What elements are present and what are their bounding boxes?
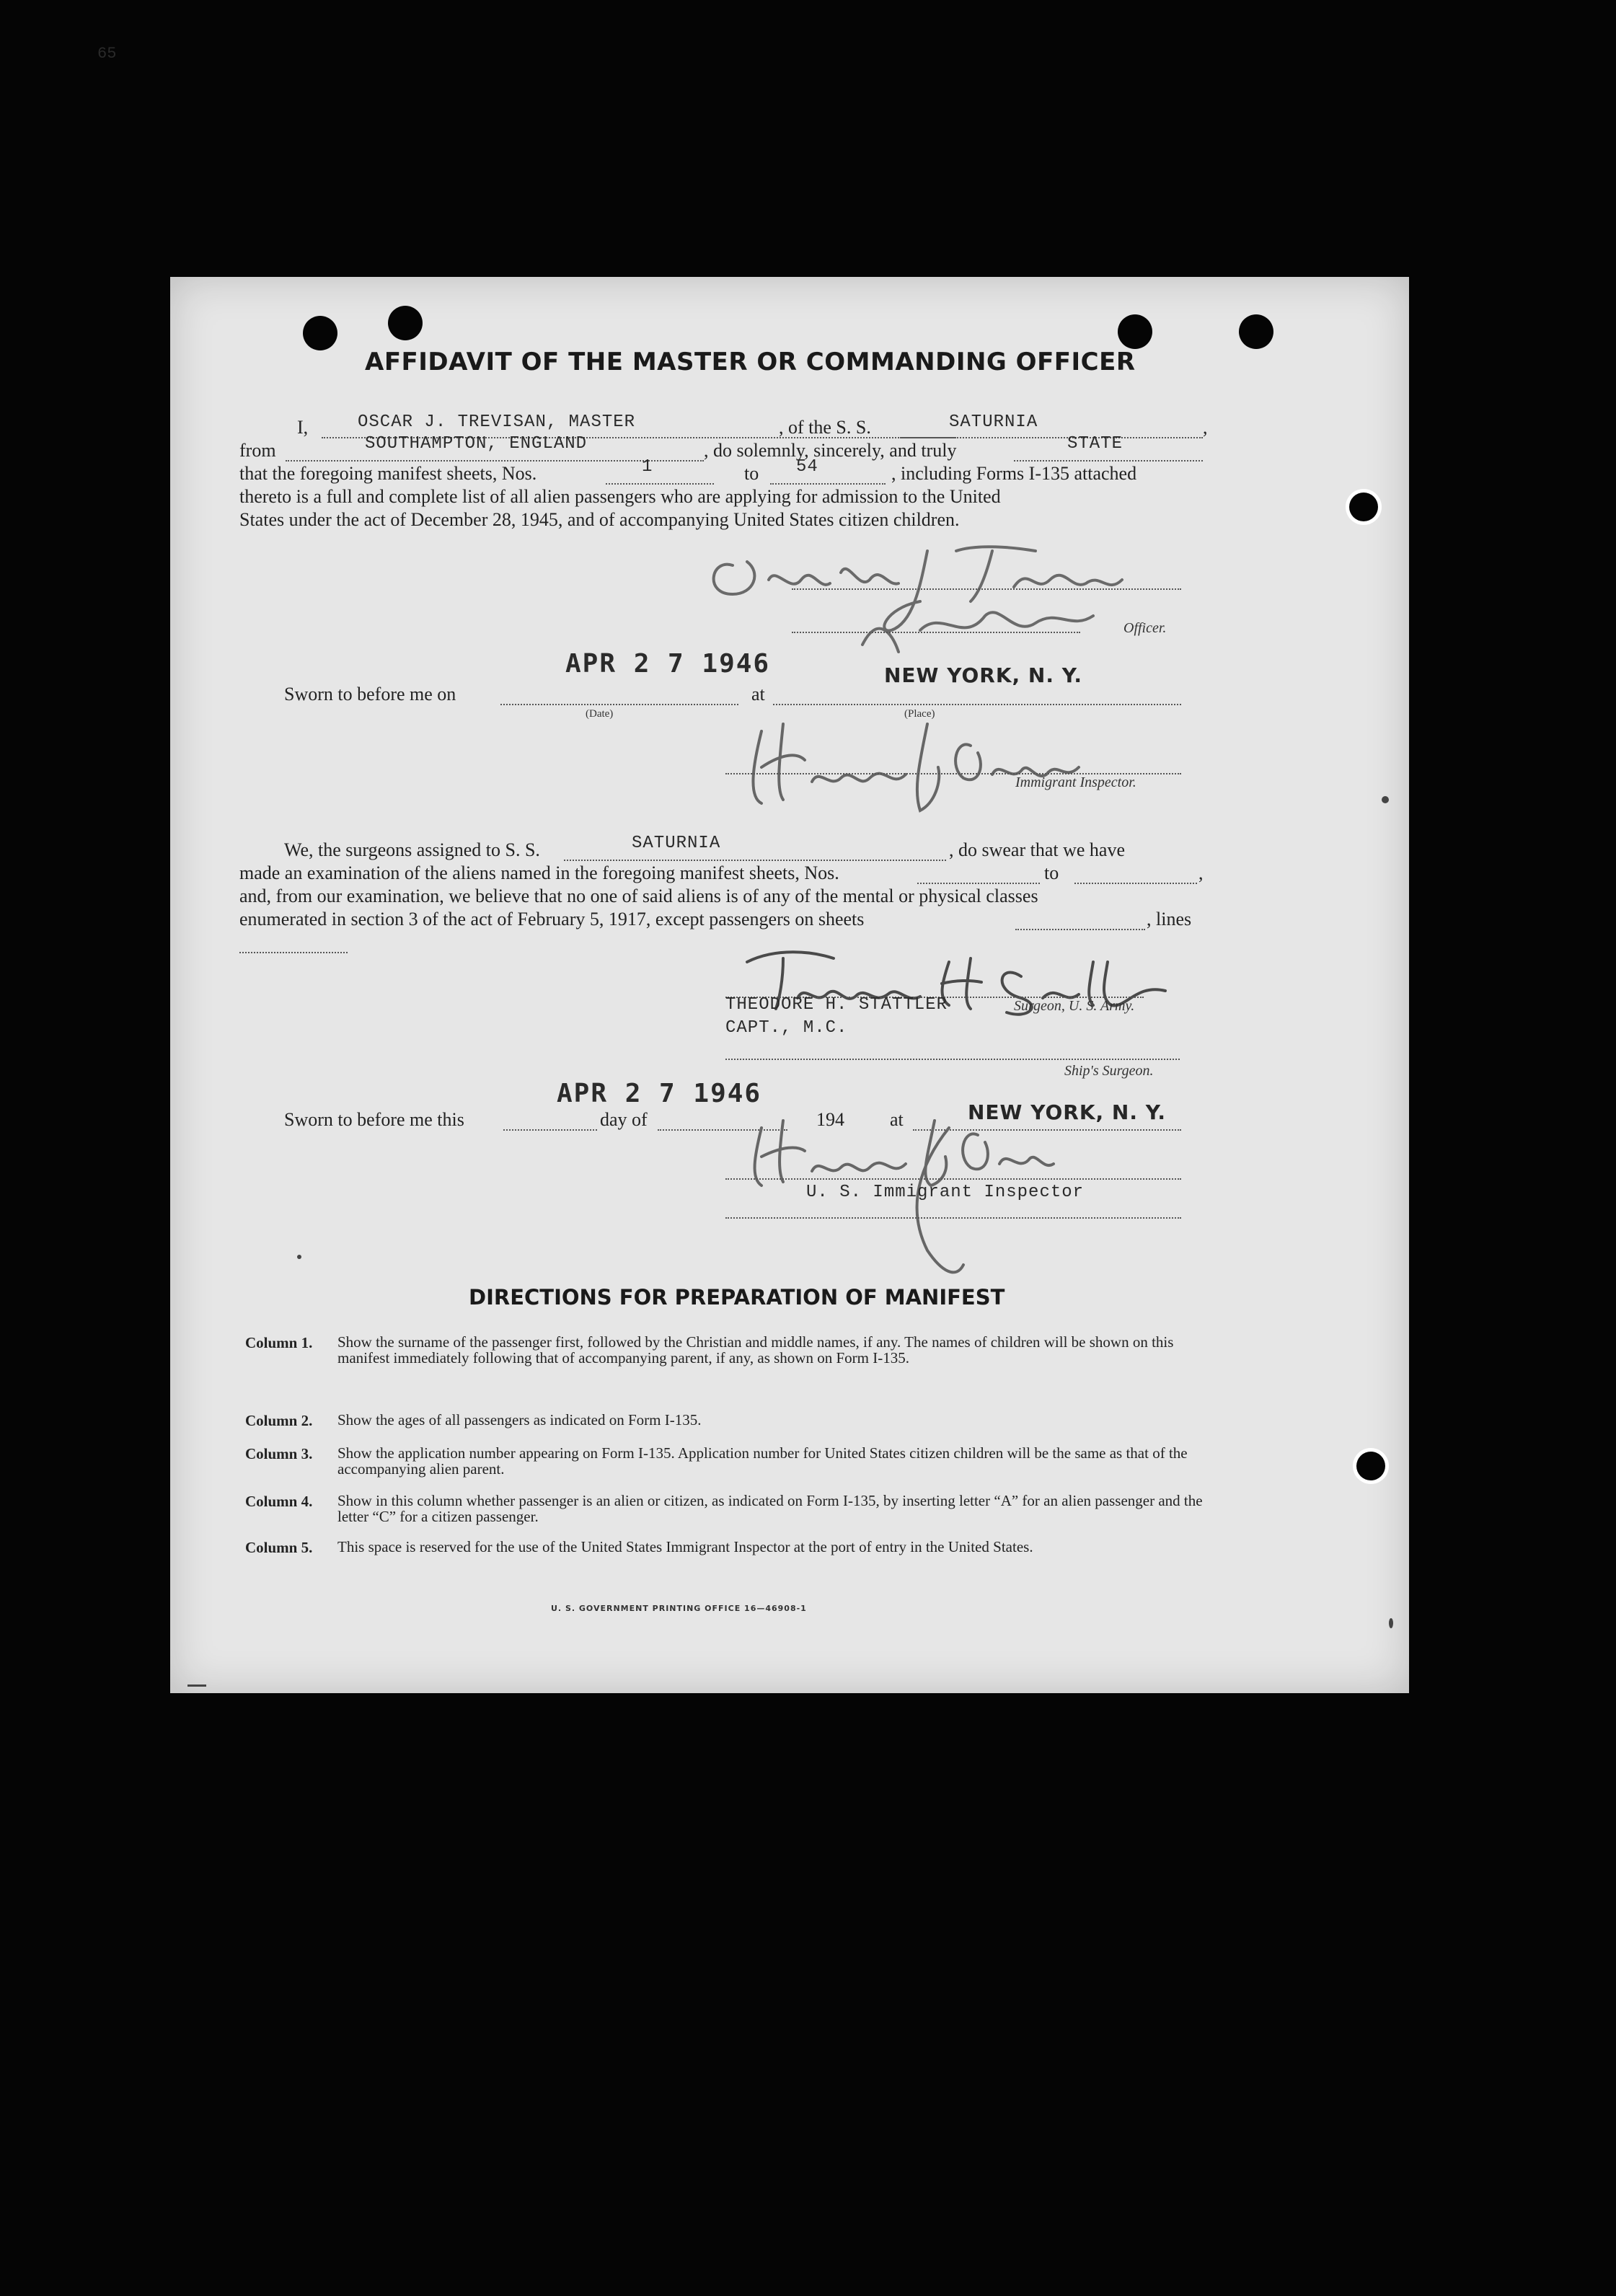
sworn2-label: Sworn to before me this <box>284 1109 464 1130</box>
sworn2-at: at <box>890 1109 904 1130</box>
surgeons-except-rule <box>1015 929 1145 930</box>
sworn2-place-stamp: NEW YORK, N. Y. <box>968 1100 1167 1124</box>
inspector-label: Immigrant Inspector. <box>1015 774 1136 790</box>
inspector-rule-3 <box>725 1217 1181 1219</box>
punch-hole-top-right-a <box>1118 314 1152 349</box>
sheet-to: 54 <box>796 457 818 477</box>
punch-hole-right-lower-inner <box>1356 1452 1385 1480</box>
sworn2-day-of: day of <box>600 1109 648 1130</box>
affidavit-title: AFFIDAVIT OF THE MASTER OR COMMANDING OFFICER <box>365 348 1136 376</box>
surgeons-line2-comma: , <box>1198 862 1204 883</box>
surgeon-name: THEODORE H. STATTLER <box>725 995 948 1015</box>
punch-hole-top-mid <box>388 306 423 340</box>
master-signature <box>704 522 1194 666</box>
port-rule <box>286 460 704 462</box>
direction-column-label: Column 5. <box>245 1539 313 1556</box>
inspector-signature-1 <box>740 710 1115 818</box>
direction-column-text: Show the application number appearing on Form I-135. Application number for United States citizen children will be the same as that of the accompanying alien parent. <box>337 1444 1188 1478</box>
line1-mid: , of the S. S. <box>779 417 871 438</box>
printer-imprint: U. S. GOVERNMENT PRINTING OFFICE 16—46908-1 <box>551 1604 807 1613</box>
surgeons-sheet-to-rule <box>1074 883 1197 884</box>
direction-column-text: Show the surname of the passenger first, followed by the Christian and middle names, if any. The names of children will be shown on this manifest immediately following that of accompanying parent, if any, as shown on Form I-135. <box>337 1333 1174 1366</box>
sheet-from: 1 <box>642 457 653 477</box>
punch-hole-top-left <box>303 316 337 350</box>
direction-column-text: This space is reserved for the use of the United States Immigrant Inspector at the port of entry in the United States. <box>337 1538 1033 1555</box>
surgeons-line2-to: to <box>1044 862 1059 883</box>
direction-column-text: Show in this column whether passenger is an alien or citizen, as indicated on Form I-135, by inserting letter “A” for an alien passenger and the letter “C” for a citizen passenger. <box>337 1492 1203 1525</box>
sheet-from-rule <box>606 483 714 485</box>
surgeons-line3: and, from our examination, we believe that no one of said aliens is of any of the mental or physical classes <box>239 886 1038 906</box>
line1-comma: , <box>1203 417 1208 438</box>
place-caption: (Place) <box>904 708 935 720</box>
line5: States under the act of December 28, 1945, and of accompanying United States citizen children. <box>239 509 960 530</box>
direction-column-label: Column 4. <box>245 1493 313 1510</box>
line4: thereto is a full and complete list of all alien passengers who are applying for admission to the United <box>239 486 1001 507</box>
surgeons-sheet-from-rule <box>917 883 1040 884</box>
paper-speck <box>1382 796 1389 803</box>
directions-title: DIRECTIONS FOR PREPARATION OF MANIFEST <box>469 1285 1005 1310</box>
sworn1-place-stamp: NEW YORK, N. Y. <box>884 663 1083 687</box>
surgeon-label: Surgeon, U. S. Army. <box>1014 998 1135 1014</box>
direction-column-label: Column 3. <box>245 1445 313 1462</box>
officer-rule <box>792 632 1080 633</box>
inspector-rule-2 <box>725 1178 1181 1180</box>
page-corner-mark: 65 <box>97 45 117 63</box>
ship-name: SATURNIA <box>949 412 1038 432</box>
sworn1-place-rule <box>773 704 1181 705</box>
date-caption: (Date) <box>586 708 614 720</box>
surgeons-lines-rule <box>239 952 348 953</box>
sworn1-at: at <box>751 684 765 705</box>
surgeons-ship-name: SATURNIA <box>632 834 721 853</box>
surgeons-line4-prefix: enumerated in section 3 of the act of February 5, 1917, except passengers on sheets <box>239 909 865 930</box>
sworn2-date-stamp: APR 2 7 1946 <box>557 1079 762 1108</box>
ships-surgeon-rule <box>725 1059 1180 1060</box>
paper-speck <box>1389 1618 1393 1628</box>
sworn1-date-stamp: APR 2 7 1946 <box>565 649 771 679</box>
surgeons-line1-prefix: We, the surgeons assigned to S. S. <box>284 839 540 860</box>
master-signature-rule <box>792 588 1181 590</box>
line2-prefix: from <box>239 440 276 461</box>
swear-rule <box>1014 460 1203 462</box>
line1-prefix: I, <box>297 417 309 438</box>
surgeons-line2-prefix: made an examination of the aliens named in the foregoing manifest sheets, Nos. <box>239 862 839 883</box>
sworn2-day-rule <box>503 1129 597 1131</box>
sworn2-year-prefix: 194 <box>816 1109 844 1130</box>
paper-speck <box>297 1255 301 1259</box>
punch-hole-top-right-b <box>1239 314 1273 349</box>
surgeons-line1-suffix: , do swear that we have <box>949 839 1126 860</box>
inspector-typed: U. S. Immigrant Inspector <box>806 1183 1085 1202</box>
direction-column-text: Show the ages of all passengers as indicated on Form I-135. <box>337 1411 702 1429</box>
surgeons-line4-suffix: , lines <box>1147 909 1192 930</box>
ships-surgeon-label: Ship's Surgeon. <box>1064 1063 1154 1079</box>
direction-column-label: Column 2. <box>245 1412 313 1429</box>
paper-speck <box>187 1685 206 1687</box>
swear-word: STATE <box>1067 434 1123 454</box>
surgeon-rank: CAPT., M.C. <box>725 1018 848 1038</box>
officer-label: Officer. <box>1123 620 1167 636</box>
line3-suffix: , including Forms I-135 attached <box>891 463 1137 484</box>
sworn1-date-rule <box>500 704 738 705</box>
port-from: SOUTHAMPTON, ENGLAND <box>365 434 588 454</box>
line3-to: to <box>744 463 759 484</box>
sheet-to-rule <box>770 483 886 485</box>
master-name: OSCAR J. TREVISAN, MASTER <box>358 412 636 432</box>
line2-mid: , do solemnly, sincerely, and truly <box>704 440 957 461</box>
line3-prefix: that the foregoing manifest sheets, Nos. <box>239 463 537 484</box>
punch-hole-right-upper-inner <box>1349 493 1378 521</box>
surgeons-ship-rule <box>564 860 946 861</box>
ship-name-rule <box>900 437 1203 438</box>
direction-column-label: Column 1. <box>245 1334 313 1351</box>
affidavit-form-page <box>170 277 1409 1693</box>
sworn1-label: Sworn to before me on <box>284 684 456 705</box>
